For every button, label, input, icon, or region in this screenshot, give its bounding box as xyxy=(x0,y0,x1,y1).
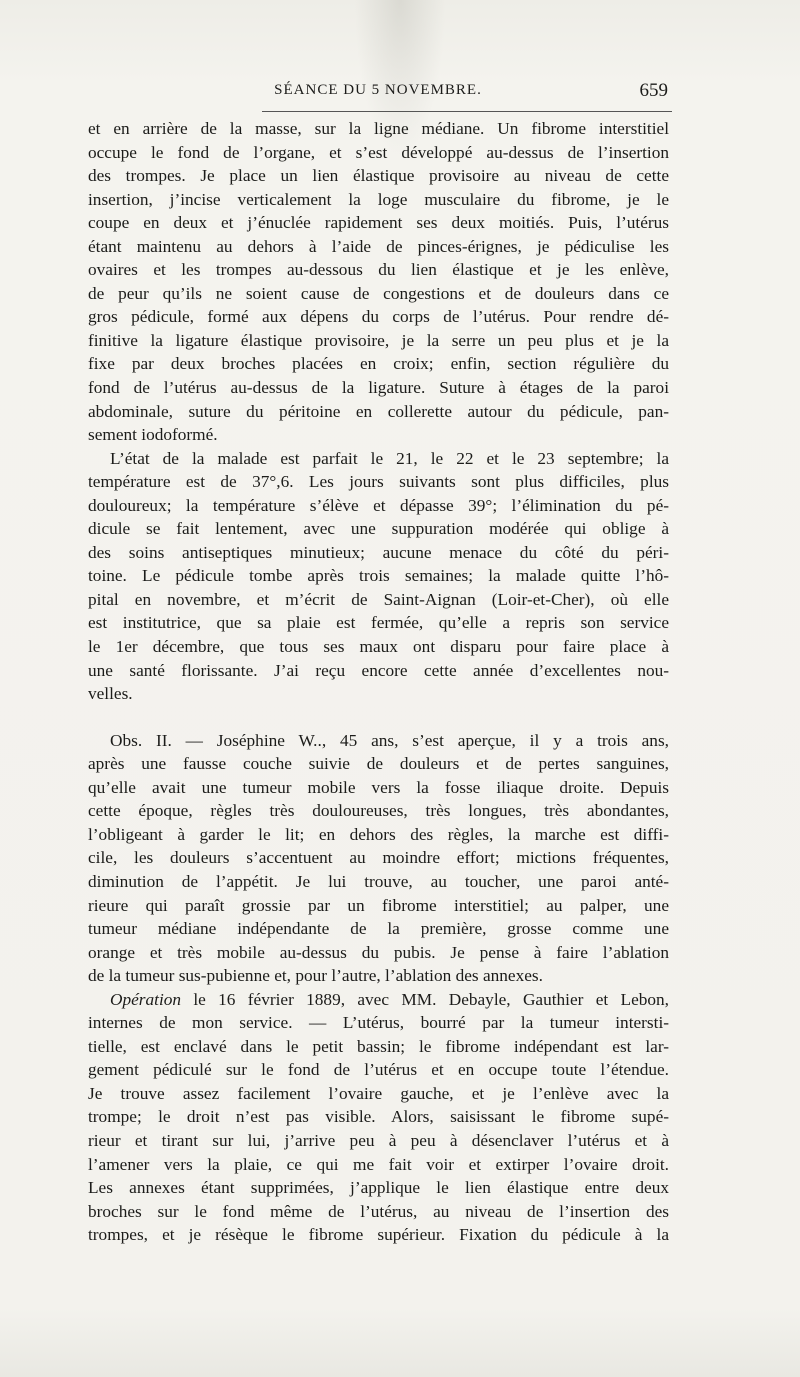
text-line: des soins antiseptiques minutieux; aucune menace du côté du péri- xyxy=(88,542,669,562)
text-line: après une fausse couche suivie de douleurs et de pertes sanguines, xyxy=(88,754,669,774)
text-line: Obs. II. — Joséphine W.., 45 ans, s’est aperçue, il y a trois ans, xyxy=(110,730,669,750)
text-line: trompe; le droit n’est pas visible. Alors, saisissant le fibrome supé- xyxy=(88,1107,669,1127)
text-line: qu’elle avait une tumeur mobile vers la fosse iliaque droite. Depuis xyxy=(88,777,669,797)
text-line: de la tumeur sus-pubienne et, pour l’autre, l’ablation des annexes. xyxy=(88,966,543,986)
text-line: de peur qu’ils ne soient cause de congestions et de douleurs dans ce xyxy=(88,283,669,303)
text-line: velles. xyxy=(88,684,133,704)
text-line: fixe par deux broches placées en croix; enfin, section régulière du xyxy=(88,354,669,374)
text-line: et en arrière de la masse, sur la ligne médiane. Un fibrome interstitiel xyxy=(88,119,669,138)
paragraph-2 xyxy=(88,447,669,706)
text-line: fond de l’utérus au-dessus de la ligature. Suture à étages de la paroi xyxy=(88,378,669,398)
text-line: dicule se fait lentement, avec une suppuration modérée qui oblige à xyxy=(88,519,669,539)
text-line: abdominale, suture du péritoine en collerette autour du pédicule, pan- xyxy=(88,401,669,421)
page-header xyxy=(88,80,668,106)
text-line: pital en novembre, et m’écrit de Saint-Aignan (Loir-et-Cher), où elle xyxy=(88,589,669,609)
text-line: broches sur le fond même de l’utérus, au niveau de l’insertion des xyxy=(88,1201,669,1221)
text-line: le 1er décembre, que tous ses maux ont disparu pour faire place à xyxy=(88,637,669,657)
header-rule xyxy=(262,111,672,112)
text-line: Je trouve assez facilement l’ovaire gauche, et je l’enlève avec la xyxy=(88,1083,669,1103)
text-line: est institutrice, que sa plaie est fermée, qu’elle a repris son service xyxy=(88,613,669,633)
page-number: 659 xyxy=(639,80,668,101)
text-line: occupe le fond de l’organe, et s’est développé au-dessus de l’insertion xyxy=(88,142,669,162)
text-line: étant maintenu au dehors à l’aide de pinces-érignes, je pédiculise les xyxy=(88,236,669,256)
text-line: finitive la ligature élastique provisoire, je la serre un peu plus et je la xyxy=(88,330,669,350)
text-line: des trompes. Je place un lien élastique provisoire au niveau de cette xyxy=(88,166,669,186)
text-line: rieur et tirant sur lui, j’arrive peu à peu à désenclaver l’utérus et à xyxy=(88,1130,669,1150)
text-line: insertion, j’incise verticalement la loge musculaire du fibrome, je le xyxy=(88,189,669,209)
text-line: cile, les douleurs s’accentuent au moindre effort; mictions fréquentes, xyxy=(88,848,669,868)
italic-lead: Opération xyxy=(110,989,182,1009)
text-line: l’amener vers la plaie, ce qui me fait voir et extirper l’ovaire droit. xyxy=(88,1154,669,1174)
text-line: ovaires et les trompes au-dessous du lien élastique et je les enlève, xyxy=(88,260,669,280)
text-line: trompes, et je résèque le fibrome supérieur. Fixation du pédicule à la xyxy=(88,1225,669,1245)
text-line: rieure qui paraît grossie par un fibrome interstitiel; au palper, une xyxy=(88,895,669,915)
text-line: gros pédicule, formé aux dépens du corps de l’utérus. Pour rendre dé- xyxy=(88,307,669,327)
running-head: SÉANCE DU 5 NOVEMBRE. xyxy=(274,82,482,98)
text-line: orange et très mobile au-dessus du pubis. Je pense à faire l’ablation xyxy=(88,942,669,962)
text-line: une santé florissante. J’ai reçu encore cette année d’excellentes nou- xyxy=(88,660,669,680)
text-line: cette époque, règles très douloureuses, très longues, très abondantes, xyxy=(88,801,669,821)
text-line: toine. Le pédicule tombe après trois semaines; la malade quitte l’hô- xyxy=(88,566,669,586)
text-line: température est de 37°,6. Les jours suivants sont plus difficiles, plus xyxy=(88,472,669,492)
text-line: gement pédiculé sur le fond de l’utérus et en occupe toute l’étendue. xyxy=(88,1060,669,1080)
text-line: coupe en deux et j’énuclée rapidement ses deux moitiés. Puis, l’utérus xyxy=(88,213,669,233)
text-line xyxy=(88,988,669,1012)
text-line: L’état de la malade est parfait le 21, le 22 et le 23 septembre; la xyxy=(110,448,669,468)
paragraph-3 xyxy=(88,729,669,988)
text-line: sement iodoformé. xyxy=(88,425,218,445)
text-line: internes de mon service. — L’utérus, bourré par la tumeur intersti- xyxy=(88,1013,669,1033)
text-line: l’obligeant à garder le lit; en dehors des règles, la marche est diffi- xyxy=(88,824,669,844)
text-line: tumeur médiane indépendante de la première, grosse comme une xyxy=(88,919,669,939)
paragraph-gap xyxy=(88,706,669,729)
paragraph-1 xyxy=(88,117,669,447)
text-line: tielle, est enclavé dans le petit bassin; le fibrome indépendant est lar- xyxy=(88,1036,669,1056)
text-line: douloureux; la température s’élève et dépasse 39°; l’élimination du pé- xyxy=(88,495,669,515)
text-line: diminution de l’appétit. Je lui trouve, au toucher, une paroi anté- xyxy=(88,871,669,891)
text-line: Les annexes étant supprimées, j’applique le lien élastique entre deux xyxy=(88,1178,669,1198)
body-text xyxy=(88,117,669,1247)
paragraph-4 xyxy=(88,988,669,1247)
text-line-rest: le 16 février 1889, avec MM. Debayle, Gauthier et Lebon, xyxy=(181,989,669,1009)
